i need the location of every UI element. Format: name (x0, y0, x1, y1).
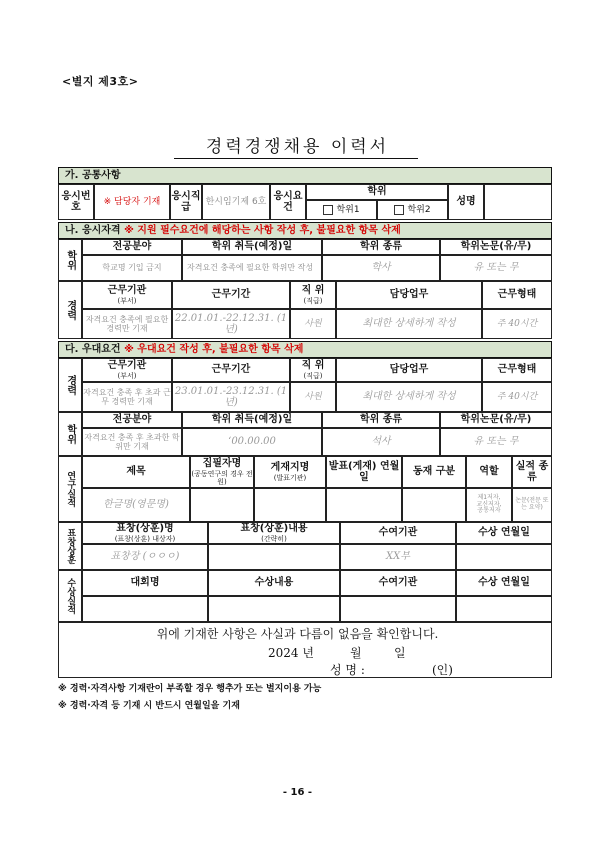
degree-side-label: 학위 (58, 239, 82, 281)
award-content-sub: (간략히) (261, 534, 287, 543)
pref-thesis-value: 유 또는 무 (440, 428, 552, 456)
degree1-checkbox[interactable] (306, 200, 377, 220)
duty-value: 최대한 상세하게 작성 (336, 309, 482, 339)
award-date-value[interactable] (456, 544, 552, 570)
pref-period-label: 근무기간 (172, 358, 290, 382)
research-title-label: 제목 (82, 456, 190, 488)
award-name-value: 표창장 (ㅇㅇㅇ) (82, 544, 208, 570)
research-author-label: 집필자명 (202, 458, 242, 470)
note-2: ※ 경력·자격 등 기재 시 반드시 연월일을 기재 (58, 701, 240, 711)
worktype-label: 근무형태 (482, 281, 552, 309)
research-role-label: 역할 (466, 456, 512, 488)
rank-label: 응시직급 (170, 184, 202, 220)
career-side-label: 경력 (58, 281, 82, 339)
pref-position-label: 직 위 (301, 360, 325, 372)
position-label: 직 위 (301, 285, 325, 297)
pref-worktype-value: 주 40시간 (482, 382, 552, 412)
pref-career-side-label: 경력 (58, 358, 82, 412)
pref-position-value: 사원 (290, 382, 336, 412)
award-name-label: 표창(상훈)명 (116, 523, 174, 535)
pref-degree-type-label: 학위 종류 (322, 412, 440, 428)
award-content-header (208, 522, 340, 544)
exam-no-label: 응시번호 (58, 184, 94, 220)
position-header (290, 281, 336, 309)
research-venue-sub: (발표기관) (273, 473, 307, 482)
research-venue-value[interactable] (254, 488, 326, 522)
award-name-sub: (표창(상훈) 내상자) (114, 534, 176, 543)
research-author-value[interactable] (190, 488, 254, 522)
research-role-value: 제1저자, 교신저자, 공동저자 (466, 488, 512, 522)
award-org-label: 수여기관 (340, 522, 456, 544)
org-sub: (부서) (117, 296, 137, 305)
pref-degree-side-label: 학위 (58, 412, 82, 456)
research-venue-header (254, 456, 326, 488)
section-c-notice: ※ 우대요건 작성 후, 불필요한 항목 삭제 (124, 343, 304, 355)
checkbox-icon (394, 205, 404, 215)
pref-org-sub: (부서) (117, 371, 137, 380)
period-label: 근무기간 (172, 281, 290, 309)
period-value: 22.01.01.-22.12.31. (1년) (172, 309, 290, 339)
section-b-title: 나. 응시자격 (65, 224, 121, 236)
award-content-value[interactable] (208, 544, 340, 570)
research-author-header (190, 456, 254, 488)
name-label: 성명 (448, 184, 484, 220)
pref-position-sub: (직급) (303, 371, 323, 380)
research-date-label: 발표(게재) 연월일 (326, 456, 402, 488)
pref-org-value: 자격요건 충족 후 초과 근무 경력만 기재 (82, 382, 172, 412)
award-name-header (82, 522, 208, 544)
date-year: 2024 년 (268, 646, 314, 660)
contest-date-value[interactable] (456, 596, 552, 622)
pref-worktype-label: 근무형태 (482, 358, 552, 382)
contest-org-value[interactable] (340, 596, 456, 622)
contest-date-label: 수상 연월일 (456, 570, 552, 596)
pref-major-value: 자격요건 충족 후 초과한 학위만 기재 (82, 428, 182, 456)
degree-type-value: 학사 (322, 255, 440, 281)
pref-degree-type-value: 석사 (322, 428, 440, 456)
date-month: 월 (350, 646, 362, 660)
contest-org-label: 수여기관 (340, 570, 456, 596)
research-author-sub: (공동연구의 경우 전원) (191, 469, 253, 486)
research-kind-value: 논문(전문 또는 요약) (512, 488, 552, 522)
thesis-label: 학위논문(유/무) (440, 239, 552, 255)
contest-name-value[interactable] (82, 596, 208, 622)
award-side-label: 표창상훈 (58, 522, 82, 570)
section-b-heading (58, 222, 552, 239)
pref-thesis-label: 학위논문(유/무) (440, 412, 552, 428)
thesis-value: 유 또는 무 (440, 255, 552, 281)
research-kind-label: 실적 종류 (512, 456, 552, 488)
contest-content-value[interactable] (208, 596, 340, 622)
org-value: 자격요건 충족에 필요한 경력만 기재 (82, 309, 172, 339)
degree-label: 학위 (306, 184, 448, 200)
contest-side-label: 수상실적 (58, 570, 82, 622)
org-header (82, 281, 172, 309)
signature-label: 성 명 : (330, 663, 365, 677)
exam-no-value: ※ 담당자 기재 (94, 184, 170, 220)
pref-org-header (82, 358, 172, 382)
degree2-label: 학위2 (407, 204, 431, 215)
duty-label: 담당업무 (336, 281, 482, 309)
degree1-label: 학위1 (336, 204, 360, 215)
pref-major-label: 전공분야 (82, 412, 182, 428)
position-value: 사원 (290, 309, 336, 339)
contest-name-label: 대회명 (82, 570, 208, 596)
research-peer-label: 동재 구분 (402, 456, 466, 488)
research-peer-value[interactable] (402, 488, 466, 522)
award-content-label: 표창(상훈)내용 (240, 523, 308, 535)
research-venue-label: 게재지명 (270, 462, 310, 474)
note-1: ※ 경력·자격사항 기재란이 부족할 경우 행추가 또는 별지이용 가능 (58, 684, 322, 694)
position-sub: (직급) (303, 296, 323, 305)
pref-degree-date-value: ‘00.00.00 (182, 428, 322, 456)
contest-content-label: 수상내용 (208, 570, 340, 596)
date-day: 일 (394, 646, 406, 660)
pref-duty-label: 담당업무 (336, 358, 482, 382)
org-label: 근무기관 (107, 285, 147, 297)
major-label: 전공분야 (82, 239, 182, 255)
award-org-value: XX부 (340, 544, 456, 570)
section-c-heading (58, 341, 552, 358)
pref-position-header (290, 358, 336, 382)
major-value: 학교명 기입 금지 (82, 255, 182, 281)
award-date-label: 수상 연월일 (456, 522, 552, 544)
confirmation-text: 위에 기재한 사항은 사실과 다름이 없음을 확인합니다. (156, 627, 439, 641)
worktype-value: 주 40시간 (482, 309, 552, 339)
page-title: 경력경쟁채용 이력서 (205, 137, 390, 157)
research-date-value[interactable] (326, 488, 402, 522)
degree-type-label: 학위 종류 (322, 239, 440, 255)
degree-date-value: 자격요건 충족에 필요한 학위만 작성 (182, 255, 322, 281)
pref-org-label: 근무기관 (107, 360, 147, 372)
name-field[interactable] (484, 184, 552, 220)
annex-label: <별지 제3호> (62, 75, 139, 88)
rank-value: 한시임기제 6호 (202, 184, 270, 220)
checkbox-icon (323, 205, 333, 215)
req-label: 응시요건 (270, 184, 306, 220)
pref-period-value: 23.01.01.-23.12.31. (1년) (172, 382, 290, 412)
section-c-title: 다. 우대요건 (65, 343, 121, 355)
research-title-value: 한글명(영문명) (82, 488, 190, 522)
pref-duty-value: 최대한 상세하게 작성 (336, 382, 482, 412)
degree2-checkbox[interactable] (377, 200, 448, 220)
degree-date-label: 학위 취득(예정)일 (182, 239, 322, 255)
title-underline (174, 158, 418, 159)
section-b-notice: ※ 지원 필수요건에 해당하는 사항 작성 후, 불필요한 항목 삭제 (124, 224, 401, 236)
pref-degree-date-label: 학위 취득(예정)일 (182, 412, 322, 428)
research-side-label: 연구실적 (58, 456, 82, 522)
section-a-heading: 가. 공통사항 (58, 167, 552, 184)
seal-mark: (인) (432, 663, 453, 677)
page-number: - 16 - (282, 787, 313, 798)
